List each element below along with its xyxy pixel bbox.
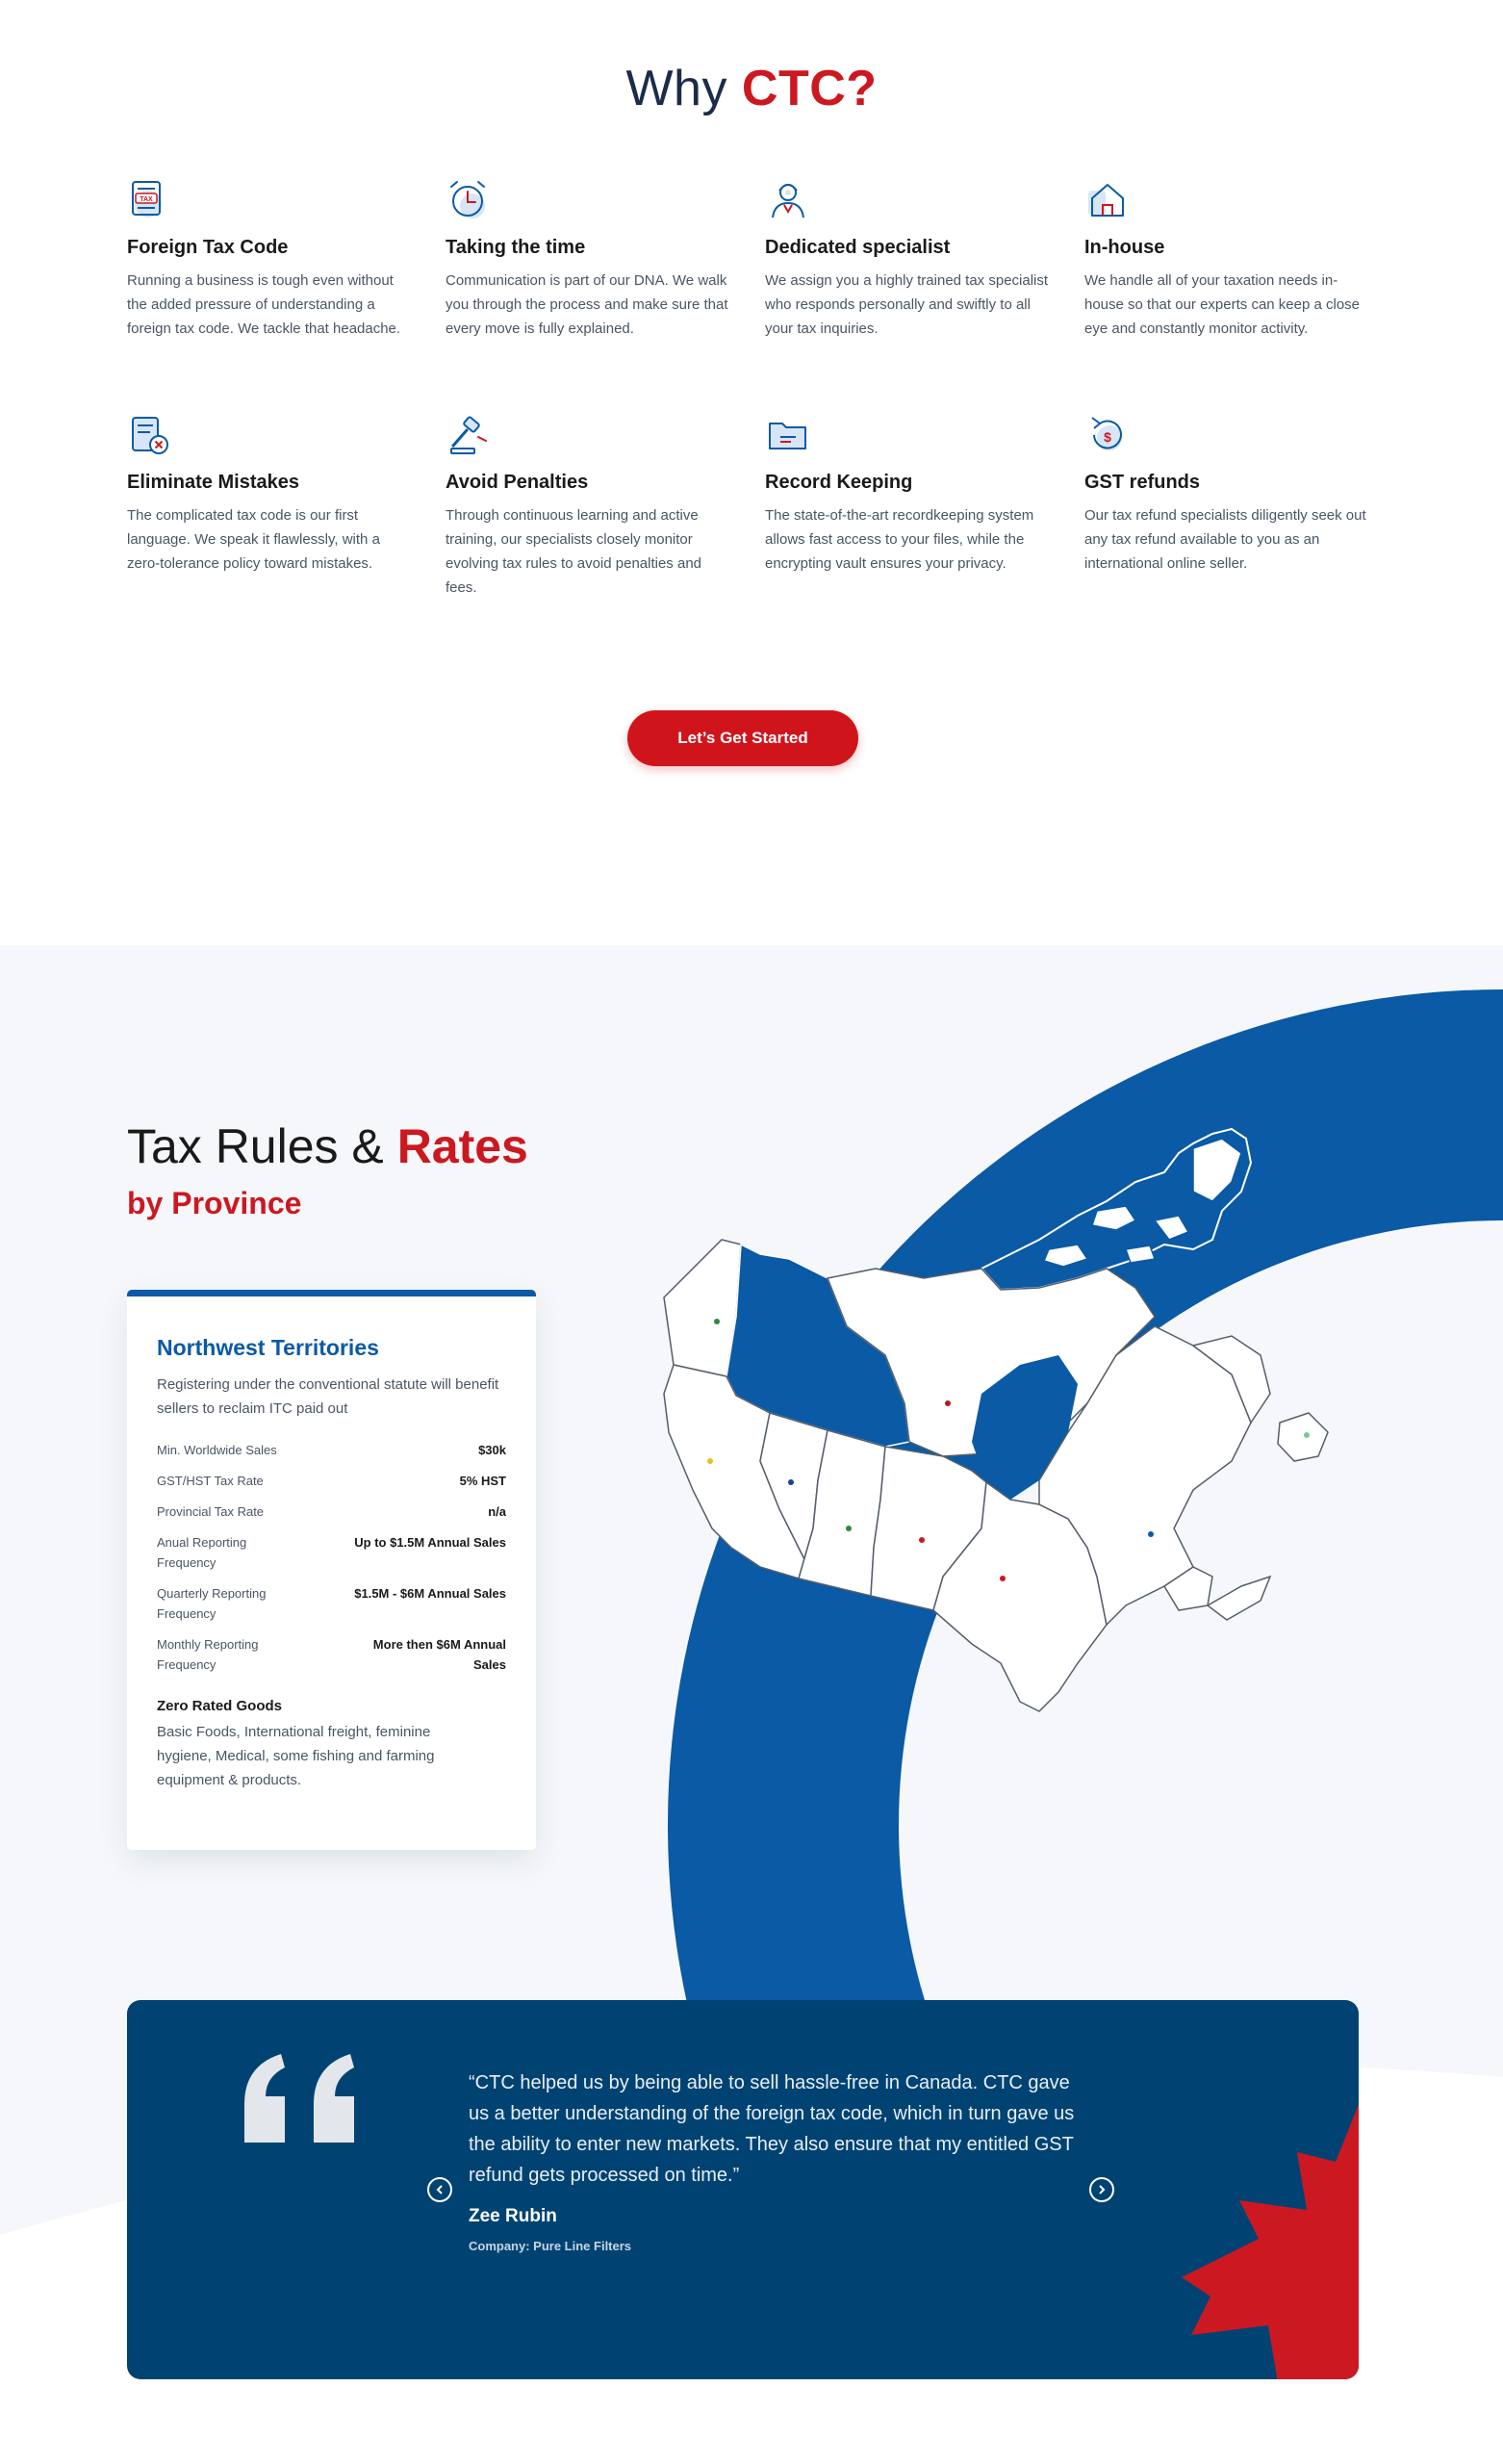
rate-label: Quarterly Reporting Frequency — [157, 1586, 267, 1621]
rate-value: $30k — [478, 1443, 506, 1457]
rate-value: More then $6M Annual Sales — [372, 1637, 506, 1672]
arctic-islands — [981, 1129, 1251, 1290]
tax-title-prefix: Tax Rules & — [127, 1119, 384, 1173]
dot-newfoundland[interactable] — [1304, 1432, 1310, 1438]
why-title-prefix: Why — [625, 61, 727, 116]
province-newfoundland-island[interactable] — [1278, 1413, 1328, 1461]
rate-label: GST/HST Tax Rate — [157, 1474, 264, 1488]
feature-title: Record Keeping — [765, 472, 913, 493]
testimonial-prev-button[interactable] — [427, 2177, 452, 2202]
testimonial-company: Company: Pure Line Filters — [469, 2239, 632, 2253]
feature-text: We assign you a highly trained tax specialist who responds personally and swiftly to all your tax inquiries. — [765, 272, 1049, 337]
rate-label: Min. Worldwide Sales — [157, 1443, 277, 1457]
canada-map[interactable] — [654, 1124, 1366, 1759]
feature-taking-the-time — [446, 177, 734, 341]
feature-gst-refunds — [1084, 412, 1373, 576]
dot-saskatchewan[interactable] — [846, 1526, 852, 1531]
dot-british-columbia[interactable] — [707, 1458, 713, 1464]
province-nova-scotia[interactable] — [1208, 1577, 1270, 1620]
tax-rules-subtitle: by Province — [127, 1186, 302, 1220]
dot-alberta[interactable] — [788, 1479, 794, 1485]
province-description: Registering under the conventional statute will benefit sellers to reclaim ITC paid out — [157, 1376, 499, 1417]
province-name: Northwest Territories — [157, 1335, 379, 1360]
chevron-right-icon — [1096, 2184, 1108, 2195]
rate-row — [157, 1440, 506, 1460]
svg-text:$: $ — [1104, 429, 1111, 445]
rate-row — [157, 1583, 506, 1624]
refund-icon — [1084, 412, 1131, 458]
feature-eliminate-mistakes — [127, 412, 416, 576]
rate-table — [157, 1440, 506, 1675]
testimonial-author: Zee Rubin — [469, 2206, 557, 2226]
feature-title: Taking the time — [446, 237, 586, 258]
feature-record-keeping — [765, 412, 1054, 576]
document-x-icon — [127, 412, 173, 458]
rate-label: Anual Reporting Frequency — [157, 1535, 247, 1570]
feature-foreign-tax-code — [127, 177, 416, 341]
why-title-accent: CTC? — [741, 61, 878, 116]
dot-manitoba[interactable] — [919, 1537, 925, 1543]
province-info-card — [127, 1290, 536, 1850]
testimonial-card — [127, 2000, 1359, 2379]
rate-row — [157, 1634, 506, 1675]
dot-yukon[interactable] — [714, 1319, 720, 1324]
why-ctc-title — [0, 60, 1503, 117]
maple-leaf-icon — [1182, 2104, 1359, 2379]
dot-nunavut[interactable] — [945, 1400, 951, 1406]
rate-row — [157, 1471, 506, 1491]
clock-icon — [446, 177, 492, 223]
feature-text: Communication is part of our DNA. We walk you through the process and make sure that every move is fully explained. — [446, 272, 728, 337]
rate-value: n/a — [488, 1504, 506, 1519]
feature-in-house — [1084, 177, 1373, 341]
rate-row — [157, 1502, 506, 1522]
testimonial-next-button[interactable] — [1089, 2177, 1114, 2202]
feature-title: Eliminate Mistakes — [127, 472, 299, 493]
tax-badge-text: TAX — [140, 196, 153, 203]
house-icon — [1084, 177, 1131, 223]
tax-rules-section — [0, 945, 1503, 2464]
feature-title: GST refunds — [1084, 472, 1201, 493]
feature-title: Avoid Penalties — [446, 472, 589, 493]
feature-text: The state-of-the-art recordkeeping system allows fast access to your files, while the encrypting vault ensures your privacy. — [765, 507, 1034, 572]
rate-value: Up to $1.5M Annual Sales — [354, 1535, 506, 1550]
feature-text: We handle all of your taxation needs in-house so that our experts can keep a close eye and constantly monitor activity. — [1084, 272, 1361, 337]
feature-title: Foreign Tax Code — [127, 237, 289, 258]
tax-document-icon — [127, 177, 173, 223]
folder-icon — [765, 412, 811, 458]
quote-mark-icon — [237, 2046, 362, 2152]
testimonial-quote: “CTC helped us by being able to sell hassle-free in Canada. CTC gave us a better understanding of the foreign tax code, which in turn gave us the ability to enter new markets. They also ensure that my entitled GST refund gets processed on time.” — [469, 2072, 1075, 2186]
feature-text: Running a business is tough even without the added pressure of understanding a foreign tax code. We tackle that headache. — [127, 272, 401, 337]
tax-title-accent: Rates — [396, 1119, 528, 1173]
feature-title: In-house — [1084, 237, 1165, 258]
rate-value: 5% HST — [459, 1474, 506, 1488]
feature-dedicated-specialist — [765, 177, 1054, 341]
feature-avoid-penalties — [446, 412, 734, 600]
feature-title: Dedicated specialist — [765, 237, 951, 258]
tax-rules-title — [127, 1118, 528, 1174]
get-started-button[interactable]: Let’s Get Started — [627, 710, 858, 766]
zero-rated-title: Zero Rated Goods — [157, 1698, 283, 1714]
rate-row — [157, 1532, 506, 1573]
feature-text: Through continuous learning and active training, our specialists closely monitor evolving tax rules to avoid penalties and fees. — [446, 507, 702, 596]
rate-value: $1.5M - $6M Annual Sales — [354, 1586, 506, 1601]
rate-label: Provincial Tax Rate — [157, 1504, 265, 1519]
feature-text: Our tax refund specialists diligently seek out any tax refund available to you as an international online seller. — [1084, 507, 1366, 572]
zero-rated-text: Basic Foods, International freight, feminine hygiene, Medical, some fishing and farming equipment & products. — [157, 1724, 435, 1788]
specialist-icon — [765, 177, 811, 223]
chevron-left-icon — [434, 2184, 446, 2195]
rate-label: Monthly Reporting Frequency — [157, 1637, 259, 1672]
dot-ontario[interactable] — [1000, 1576, 1006, 1581]
dot-quebec[interactable] — [1148, 1531, 1154, 1537]
feature-text: The complicated tax code is our first language. We speak it flawlessly, with a zero-tolerance policy toward mistakes. — [127, 507, 380, 572]
gavel-icon — [446, 412, 492, 458]
